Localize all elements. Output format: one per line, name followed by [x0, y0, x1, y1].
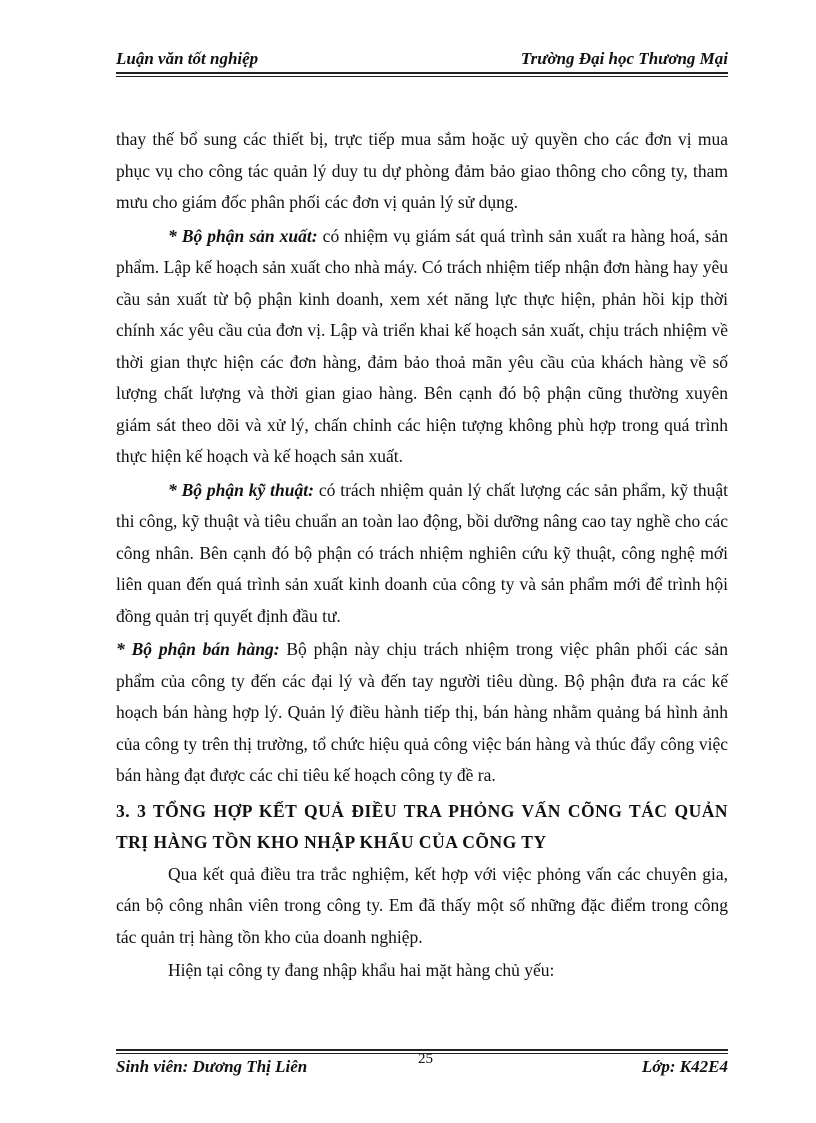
- page-header: [116, 48, 728, 74]
- section-heading: 3. 3 TỔNG HỢP KẾT QUẢ ĐIỀU TRA PHỎNG VẤN CÕNG TÁC QUẢN TRỊ HÀNG TỒN KHO NHẬP KHẨU CỦA CÕNG TY: [116, 800, 728, 852]
- document-body: [116, 124, 728, 987]
- sales-dept-label: * Bộ phận bán hàng:: [116, 639, 280, 659]
- paragraph-sales: [116, 634, 728, 792]
- sales-dept-text: Bộ phận này chịu trách nhiệm trong việc phân phối các sản phẩm của công ty đến các đại lý và đến tay người tiêu dùng. Bộ phận đưa ra các kế hoạch bán hàng hợp lý. Quản lý điều hành tiếp thị, bán hàng nhằm quảng bá hình ảnh của công ty trên thị trường, tổ chức hiệu quả công việc bán hàng và thúc đẩy công việc bán hàng đạt được các chỉ tiêu kế hoạch công ty đề ra.: [116, 639, 728, 785]
- page-number: 25: [418, 1051, 433, 1067]
- technical-dept-text: có trách nhiệm quản lý chất lượng các sản phẩm, kỹ thuật thi công, kỹ thuật và tiêu chuẩn an toàn lao động, bồi dưỡng nâng cao tay nghề cho các công nhân. Bên cạnh đó bộ phận có trách nhiệm nghiên cứu kỹ thuật, công nghệ mới liên quan đến quá trình sản xuất kinh doanh của công ty và sản phẩm mới để trình hội đồng quản trị quyết định đầu tư.: [116, 479, 728, 626]
- production-dept-text: có nhiệm vụ giám sát quá trình sản xuất ra hàng hoá, sản phẩm. Lập kế hoạch sản xuất cho nhà máy. Có trách nhiệm tiếp nhận đơn hàng hay yêu cầu sản xuất từ bộ phận kinh doanh, xem xét năng lực thực hiện, phản hồi kịp thời chính xác yêu cầu của đơn vị. Lập và triển khai kế hoạch sản xuất, chịu trách nhiệm về thời gian thực hiện các đơn hàng, đảm bảo thoả mãn yêu cầu của khách hàng về số lượng chất lượng và thời gian giao hàng. Bên cạnh đó bộ phận cũng thường xuyên giám sát theo dõi và xử lý, chấn chỉnh các hiện tượng không phù hợp trong quá trình thực hiện kế hoạch và kế hoạch sản xuất.: [116, 225, 728, 466]
- header-university-name: Trường Đại học Thương Mại: [520, 49, 728, 68]
- header-divider: [116, 76, 728, 77]
- paragraph-survey: Qua kết quả điều tra trắc nghiệm, kết hợp với việc phỏng vấn các chuyên gia, cán bộ công nhân viên trong công ty. Em đã thấy một số những đặc điểm trong công tác quản trị hàng tồn kho của doanh nghiệp.: [116, 863, 728, 947]
- technical-dept-label: * Bộ phận kỹ thuật:: [168, 479, 314, 500]
- paragraph-equipment: thay thế bổ sung các thiết bị, trực tiếp mua sắm hoặc uỷ quyền cho các đơn vị mua phục vụ cho công tác quản lý duy tu dự phòng đảm bảo giao thông cho công ty, tham mưu cho giám đốc phân phối các đơn vị quản lý sử dụng.: [116, 129, 728, 212]
- footer-student-name: Sinh viên: Dương Thị Liên: [116, 1057, 308, 1076]
- footer-class: Lớp: K42E4: [641, 1057, 728, 1076]
- page-footer: [116, 1051, 728, 1081]
- paragraph-production: [116, 221, 728, 473]
- header-thesis-label: Luận văn tốt nghiệp: [116, 49, 259, 68]
- production-dept-label: * Bộ phận sản xuất:: [168, 225, 318, 246]
- paragraph-imports: Hiện tại công ty đang nhập khẩu hai mặt hàng chủ yếu:: [168, 960, 555, 980]
- paragraph-technical: [116, 475, 728, 633]
